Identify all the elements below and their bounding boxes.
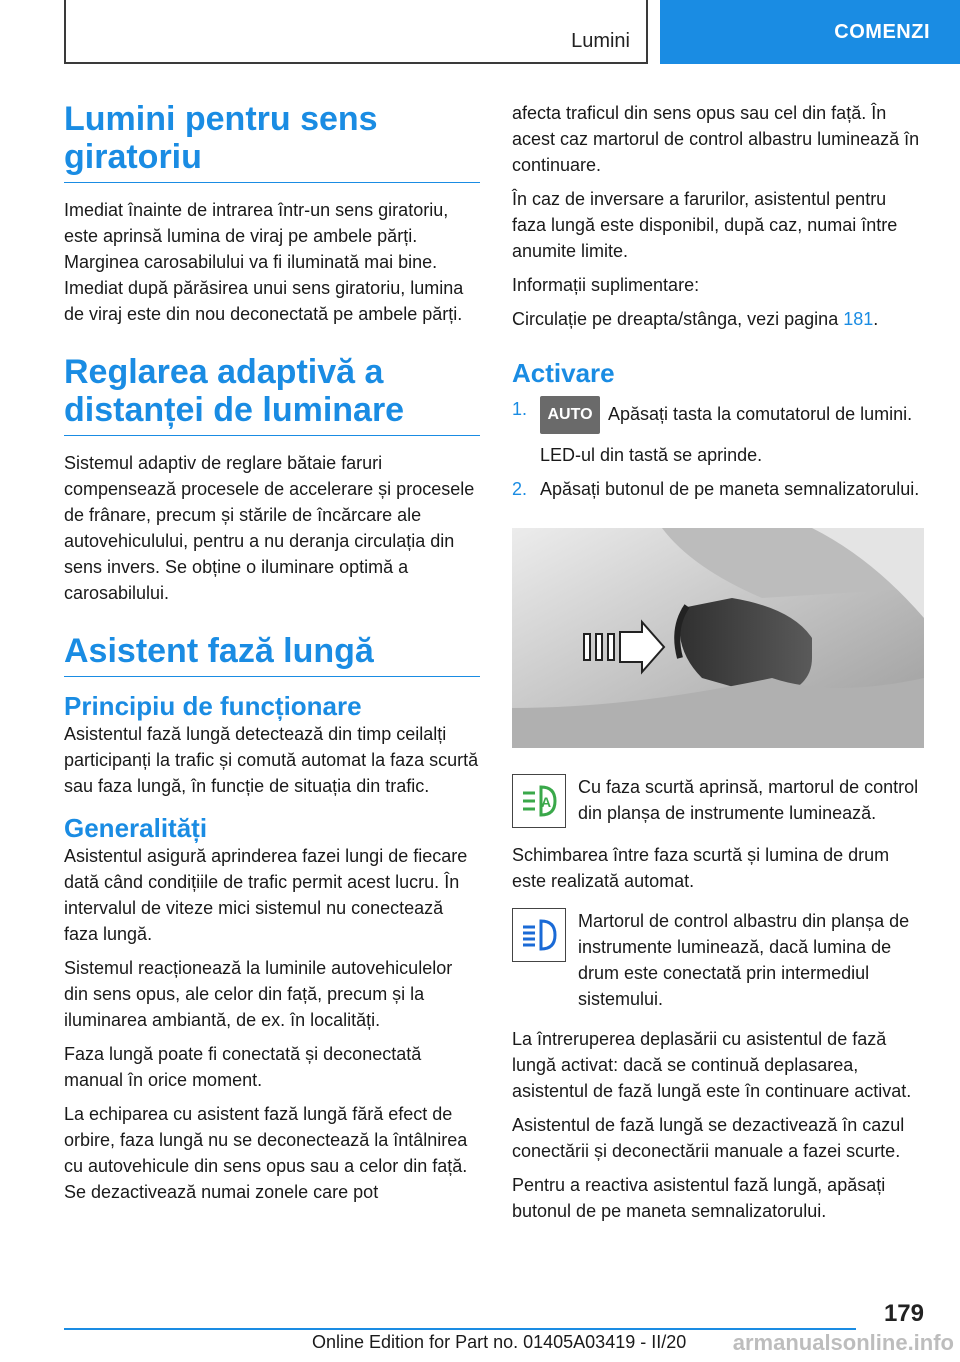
heading-adaptive: Reglarea adaptivă a distanței de luminare <box>64 353 480 436</box>
header-frame <box>64 0 648 64</box>
heading-activation: Activare <box>512 358 615 388</box>
para-interrupt: La întreruperea deplasării cu asistentul de fază lungă activat: dacă se continuă deplasarea, asistentul de fază lungă este în continuare activat. <box>512 1029 912 1101</box>
page-number: 179 <box>883 1300 924 1327</box>
header-section-title: Lumini <box>571 30 630 52</box>
header-tab-comenzi[interactable]: COMENZI <box>660 0 960 64</box>
heading-principle: Principiu de funcționare <box>64 691 362 721</box>
para-deactivate: Asistentul de fază lungă se dezactivează în cazul conectării și deconectării manuale a fazei scurte. <box>512 1115 905 1161</box>
para-continued: afecta traficul din sens opus sau cel din față. În acest caz martorul de control albastru luminează în continuare. <box>512 103 920 175</box>
right-column <box>512 100 924 1224</box>
para-general-1: Asistentul asigură aprinderea fazei lungi de fiecare dată când condițiile de trafic permit acest lucru. În intervalul de viteze mici sistemul nu conectează faza lungă. <box>64 846 468 944</box>
footer-edition: Online Edition for Part no. 01405A03419 - II/20 <box>312 1332 687 1352</box>
step-1-text: Apăsați tasta la comutatorul de lumini. <box>608 403 913 424</box>
step-1-number: 1. <box>512 399 528 419</box>
step-2 <box>512 476 924 502</box>
indicator-low-beam-row <box>512 774 924 828</box>
para-reactivate: Pentru a reactiva asistentul fază lungă, apăsați butonul de pe maneta semnalizatorului. <box>512 1175 886 1221</box>
indicator-high-beam-text: Martorul de control albastru din planșa de instrumente luminează, dacă lumina de drum este conectată prin intermediul sistemului. <box>578 911 910 1009</box>
para-roundabout: Imediat înainte de intrarea într-un sens giratoriu, este aprinsă lumina de viraj pe ambele părți. Marginea carosabilului va fi iluminată mai bine. Imediat după părăsirea unui sens giratoriu, lumina de viraj este din nou deconectată pe ambele părți. <box>64 200 464 324</box>
para-general-3: Faza lungă poate fi conectată și deconectată manual în orice moment. <box>64 1044 422 1090</box>
heading-highbeam-assist: Asistent fază lungă <box>64 632 480 677</box>
para-adaptive: Sistemul adaptiv de reglare bătaie faruri compensează procesele de accelerare și procesele de frânare, precum și stările de încărcare ale autovehiculului, pentru a nu deranja circulația din sens invers. Se obține o iluminare optimă a carosabilului. <box>64 453 475 603</box>
step-2-number: 2. <box>512 479 528 499</box>
indicator-high-beam-row <box>512 908 924 1012</box>
heading-general: Generalități <box>64 813 208 843</box>
turn-signal-lever-photo <box>512 528 924 748</box>
indicator-low-beam-text: Cu faza scurtă aprinsă, martorul de control din planșa de instrumente luminează. <box>578 777 919 823</box>
para-switch: Schimbarea între faza scurtă și lumina de drum este realizată automat. <box>512 845 890 891</box>
step-1 <box>512 396 924 468</box>
step-1-note: LED-ul din tastă se aprinde. <box>540 445 763 465</box>
high-beam-blue-icon <box>512 908 566 962</box>
high-beam-assist-green-icon <box>512 774 566 828</box>
reference-end: . <box>873 309 879 329</box>
heading-roundabout: Lumini pentru sens giratoriu <box>64 100 480 183</box>
para-reverse: În caz de inversare a farurilor, asistentul pentru faza lungă este disponibil, după caz, numai între anumite limite. <box>512 189 898 261</box>
para-info: Informații suplimentare: <box>512 275 700 295</box>
reference-text: Circulație pe dreapta/stânga, vezi pagina <box>512 309 844 329</box>
para-general-4: La echiparea cu asistent fază lungă fără efect de orbire, faza lungă nu se deconectează la întâlnirea cu autovehicule din sens opus sau a celor din față. Se dezactivează numai zonele care pot <box>64 1104 468 1202</box>
para-reference <box>512 306 924 332</box>
auto-button-icon: AUTO <box>540 396 600 434</box>
step-2-text: Apăsați butonul de pe maneta semnalizatorului. <box>540 479 920 499</box>
watermark: armanualsonline.info <box>732 1330 954 1355</box>
page-link-181[interactable]: 181 <box>843 309 874 329</box>
para-principle: Asistentul fază lungă detectează din timp ceilalți participanți la trafic și comută automat la faza scurtă sau faza lungă, în funcție de situația din trafic. <box>64 724 479 796</box>
para-general-2: Sistemul reacționează la luminile autovehiculelor din sens opus, ale celor din față, precum și la iluminarea ambiantă, de ex. în localități. <box>64 958 453 1030</box>
left-column <box>64 100 480 1205</box>
svg-text:A: A <box>541 794 552 810</box>
